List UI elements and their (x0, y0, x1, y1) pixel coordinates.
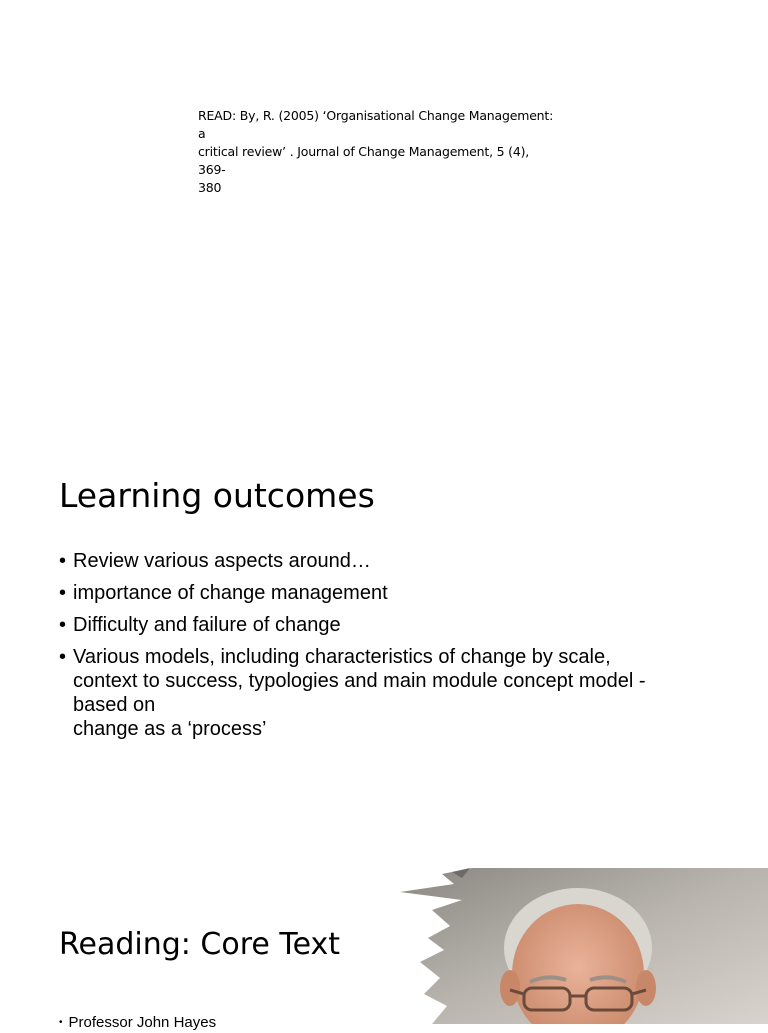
list-item-text-line-3: based on (73, 694, 156, 716)
read-note-line-1: READ: By, R. (2005) ‘Organisational Change Management: a (198, 108, 554, 141)
learning-outcomes-list (59, 549, 699, 749)
list-item-text: Professor John Hayes (68, 1014, 217, 1031)
list-item (59, 581, 699, 605)
list-item-text: importance of change management (73, 582, 388, 604)
list-item-text-line-2: context to success, typologies and main module concept model - (73, 670, 646, 692)
list-item-text-line-4: change as a ‘process’ (73, 718, 267, 740)
list-item-text: Difficulty and failure of change (73, 614, 341, 636)
bullet-icon: • (59, 1017, 63, 1028)
bullet-icon: • (59, 646, 67, 668)
reading-core-text-title: Reading: Core Text (59, 927, 341, 962)
list-item-text-line-1: Various models, including characteristics of change by scale, (73, 646, 611, 668)
read-note (198, 107, 558, 197)
bullet-icon: • (59, 550, 67, 572)
list-item (59, 613, 699, 637)
bullet-icon: • (59, 614, 67, 636)
list-item-text: Review various aspects around… (73, 550, 371, 572)
list-item (59, 645, 699, 741)
portrait-photo-icon (392, 866, 768, 1024)
list-item (59, 549, 699, 573)
portrait-photo (392, 866, 768, 1024)
read-note-line-2: critical review’ . Journal of Change Management, 5 (4), 369- (198, 144, 530, 177)
bullet-icon: • (59, 582, 67, 604)
read-note-line-3: 380 (198, 180, 222, 195)
list-item (59, 1013, 216, 1033)
learning-outcomes-title: Learning outcomes (59, 476, 375, 515)
